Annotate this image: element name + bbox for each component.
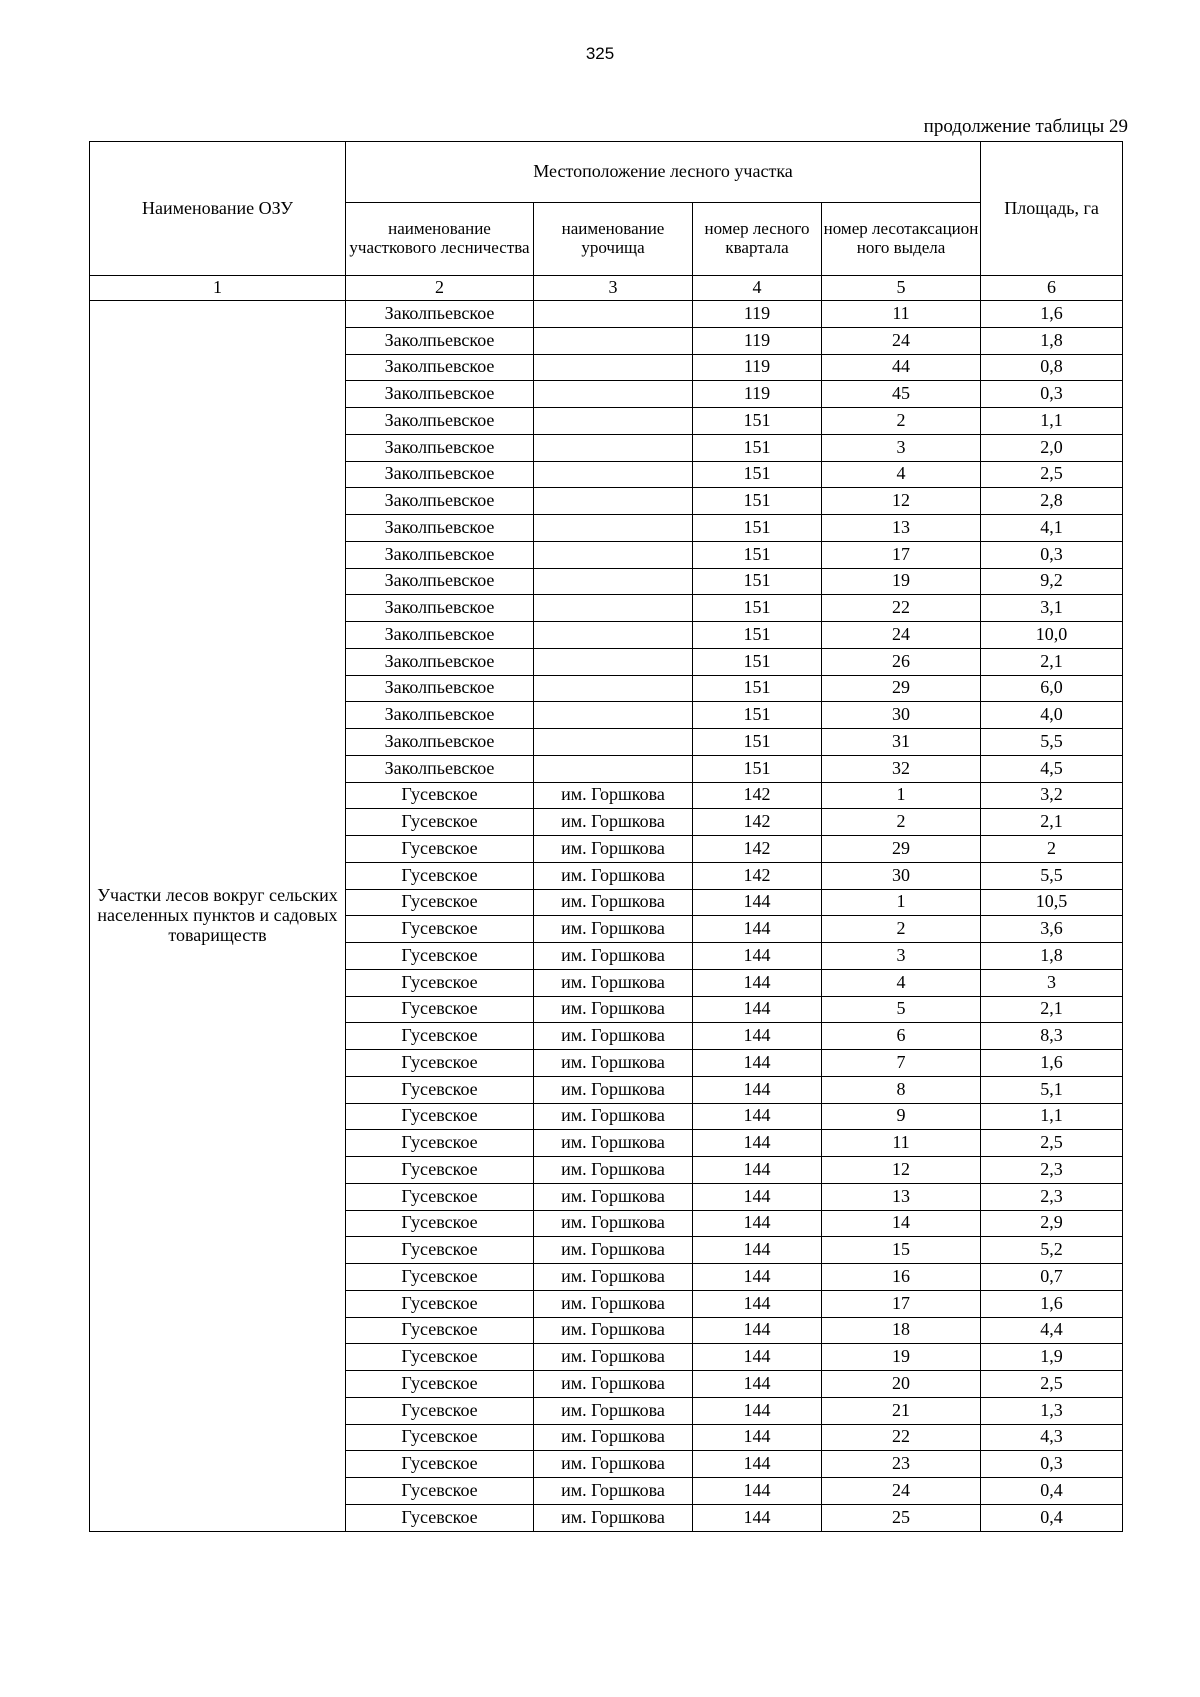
tract-cell: [534, 755, 693, 782]
district-cell: Заколпьевское: [346, 595, 534, 622]
district-cell: Гусевское: [346, 1076, 534, 1103]
tract-cell: им. Горшкова: [534, 1103, 693, 1130]
allotment-cell: 4: [822, 461, 981, 488]
area-cell: 0,3: [981, 1451, 1123, 1478]
area-cell: 0,3: [981, 381, 1123, 408]
district-cell: Заколпьевское: [346, 568, 534, 595]
quarter-cell: 151: [693, 622, 822, 649]
district-cell: Гусевское: [346, 809, 534, 836]
district-cell: Гусевское: [346, 889, 534, 916]
area-cell: 3: [981, 969, 1123, 996]
allotment-cell: 12: [822, 1157, 981, 1184]
quarter-cell: 144: [693, 1076, 822, 1103]
area-cell: 2,5: [981, 1371, 1123, 1398]
area-cell: 0,7: [981, 1264, 1123, 1291]
district-cell: Заколпьевское: [346, 755, 534, 782]
quarter-cell: 144: [693, 1397, 822, 1424]
tract-cell: им. Горшкова: [534, 1397, 693, 1424]
quarter-cell: 142: [693, 809, 822, 836]
allotment-cell: 24: [822, 327, 981, 354]
tract-cell: им. Горшкова: [534, 1451, 693, 1478]
header-quarter: номер лесного квартала: [693, 203, 822, 276]
district-cell: Гусевское: [346, 1264, 534, 1291]
tract-cell: им. Горшкова: [534, 1290, 693, 1317]
quarter-cell: 151: [693, 729, 822, 756]
column-number: 2: [346, 276, 534, 301]
district-cell: Гусевское: [346, 1210, 534, 1237]
district-cell: Гусевское: [346, 1130, 534, 1157]
district-cell: Заколпьевское: [346, 648, 534, 675]
header-area: Площадь, га: [981, 142, 1123, 276]
tract-cell: им. Горшкова: [534, 1371, 693, 1398]
district-cell: Гусевское: [346, 996, 534, 1023]
district-cell: Гусевское: [346, 1424, 534, 1451]
quarter-cell: 142: [693, 862, 822, 889]
tract-cell: [534, 702, 693, 729]
tract-cell: им. Горшкова: [534, 782, 693, 809]
tract-cell: им. Горшкова: [534, 836, 693, 863]
allotment-cell: 5: [822, 996, 981, 1023]
quarter-cell: 144: [693, 1264, 822, 1291]
allotment-cell: 13: [822, 1183, 981, 1210]
allotment-cell: 22: [822, 1424, 981, 1451]
area-cell: 0,8: [981, 354, 1123, 381]
allotment-cell: 11: [822, 301, 981, 328]
district-cell: Заколпьевское: [346, 408, 534, 435]
area-cell: 1,9: [981, 1344, 1123, 1371]
tract-cell: им. Горшкова: [534, 916, 693, 943]
area-cell: 2,1: [981, 996, 1123, 1023]
tract-cell: [534, 488, 693, 515]
allotment-cell: 22: [822, 595, 981, 622]
area-cell: 3,6: [981, 916, 1123, 943]
forest-plots-table: [89, 141, 1123, 1532]
allotment-cell: 45: [822, 381, 981, 408]
district-cell: Заколпьевское: [346, 327, 534, 354]
column-number: 5: [822, 276, 981, 301]
area-cell: 4,3: [981, 1424, 1123, 1451]
tract-cell: им. Горшкова: [534, 1050, 693, 1077]
allotment-cell: 21: [822, 1397, 981, 1424]
header-location: Местоположение лесного участка: [346, 142, 981, 203]
column-number: 3: [534, 276, 693, 301]
allotment-cell: 15: [822, 1237, 981, 1264]
tract-cell: им. Горшкова: [534, 862, 693, 889]
allotment-cell: 31: [822, 729, 981, 756]
tract-cell: [534, 675, 693, 702]
quarter-cell: 144: [693, 1451, 822, 1478]
district-cell: Заколпьевское: [346, 729, 534, 756]
quarter-cell: 151: [693, 755, 822, 782]
quarter-cell: 119: [693, 381, 822, 408]
district-cell: Гусевское: [346, 782, 534, 809]
allotment-cell: 30: [822, 862, 981, 889]
quarter-cell: 151: [693, 461, 822, 488]
table-row: [90, 301, 1123, 328]
quarter-cell: 151: [693, 648, 822, 675]
allotment-cell: 2: [822, 809, 981, 836]
allotment-cell: 24: [822, 1478, 981, 1505]
area-cell: 4,0: [981, 702, 1123, 729]
allotment-cell: 17: [822, 1290, 981, 1317]
district-cell: Гусевское: [346, 1317, 534, 1344]
quarter-cell: 119: [693, 354, 822, 381]
tract-cell: [534, 515, 693, 542]
area-cell: 2,3: [981, 1157, 1123, 1184]
tract-cell: [534, 568, 693, 595]
area-cell: 10,5: [981, 889, 1123, 916]
tract-cell: [534, 541, 693, 568]
tract-cell: им. Горшкова: [534, 1183, 693, 1210]
district-cell: Гусевское: [346, 1050, 534, 1077]
tract-cell: им. Горшкова: [534, 1504, 693, 1531]
area-cell: 2,5: [981, 461, 1123, 488]
allotment-cell: 26: [822, 648, 981, 675]
tract-cell: им. Горшкова: [534, 996, 693, 1023]
district-cell: Заколпьевское: [346, 461, 534, 488]
district-cell: Заколпьевское: [346, 354, 534, 381]
area-cell: 5,5: [981, 862, 1123, 889]
quarter-cell: 151: [693, 702, 822, 729]
quarter-cell: 144: [693, 1103, 822, 1130]
tract-cell: [534, 327, 693, 354]
allotment-cell: 3: [822, 943, 981, 970]
quarter-cell: 151: [693, 408, 822, 435]
quarter-cell: 144: [693, 1130, 822, 1157]
quarter-cell: 144: [693, 1157, 822, 1184]
allotment-cell: 17: [822, 541, 981, 568]
column-number: 6: [981, 276, 1123, 301]
area-cell: 10,0: [981, 622, 1123, 649]
allotment-cell: 44: [822, 354, 981, 381]
district-cell: Гусевское: [346, 1451, 534, 1478]
area-cell: 9,2: [981, 568, 1123, 595]
allotment-cell: 16: [822, 1264, 981, 1291]
district-cell: Заколпьевское: [346, 488, 534, 515]
allotment-cell: 4: [822, 969, 981, 996]
area-cell: 2,9: [981, 1210, 1123, 1237]
tract-cell: им. Горшкова: [534, 889, 693, 916]
tract-cell: им. Горшкова: [534, 1130, 693, 1157]
quarter-cell: 142: [693, 836, 822, 863]
tract-cell: [534, 301, 693, 328]
quarter-cell: 144: [693, 916, 822, 943]
allotment-cell: 13: [822, 515, 981, 542]
allotment-cell: 18: [822, 1317, 981, 1344]
allotment-cell: 7: [822, 1050, 981, 1077]
area-cell: 1,6: [981, 1290, 1123, 1317]
tract-cell: [534, 354, 693, 381]
area-cell: 0,3: [981, 541, 1123, 568]
area-cell: 3,2: [981, 782, 1123, 809]
district-cell: Заколпьевское: [346, 301, 534, 328]
quarter-cell: 144: [693, 1050, 822, 1077]
column-number: 4: [693, 276, 822, 301]
header-row: [90, 142, 1123, 203]
allotment-cell: 30: [822, 702, 981, 729]
allotment-cell: 20: [822, 1371, 981, 1398]
tract-cell: [534, 595, 693, 622]
quarter-cell: 144: [693, 1344, 822, 1371]
header-allotment: номер лесотаксацион ного выдела: [822, 203, 981, 276]
district-cell: Гусевское: [346, 1290, 534, 1317]
column-number: 1: [90, 276, 346, 301]
tract-cell: им. Горшкова: [534, 1076, 693, 1103]
header-district: наименование участкового лесничества: [346, 203, 534, 276]
allotment-cell: 1: [822, 782, 981, 809]
allotment-cell: 29: [822, 675, 981, 702]
area-cell: 1,6: [981, 1050, 1123, 1077]
district-cell: Гусевское: [346, 1397, 534, 1424]
allotment-cell: 29: [822, 836, 981, 863]
district-cell: Заколпьевское: [346, 434, 534, 461]
allotment-cell: 8: [822, 1076, 981, 1103]
tract-cell: им. Горшкова: [534, 1157, 693, 1184]
column-number-row: [90, 276, 1123, 301]
district-cell: Гусевское: [346, 1103, 534, 1130]
district-cell: Гусевское: [346, 969, 534, 996]
district-cell: Гусевское: [346, 1478, 534, 1505]
area-cell: 3,1: [981, 595, 1123, 622]
area-cell: 0,4: [981, 1504, 1123, 1531]
allotment-cell: 19: [822, 568, 981, 595]
area-cell: 5,2: [981, 1237, 1123, 1264]
quarter-cell: 142: [693, 782, 822, 809]
allotment-cell: 9: [822, 1103, 981, 1130]
quarter-cell: 144: [693, 1183, 822, 1210]
district-cell: Гусевское: [346, 1183, 534, 1210]
quarter-cell: 144: [693, 1424, 822, 1451]
district-cell: Заколпьевское: [346, 675, 534, 702]
district-cell: Гусевское: [346, 836, 534, 863]
allotment-cell: 23: [822, 1451, 981, 1478]
tract-cell: им. Горшкова: [534, 1478, 693, 1505]
quarter-cell: 144: [693, 943, 822, 970]
quarter-cell: 144: [693, 1210, 822, 1237]
area-cell: 0,4: [981, 1478, 1123, 1505]
district-cell: Гусевское: [346, 1157, 534, 1184]
tract-cell: [534, 461, 693, 488]
district-cell: Заколпьевское: [346, 622, 534, 649]
tract-cell: [534, 729, 693, 756]
district-cell: Гусевское: [346, 862, 534, 889]
allotment-cell: 25: [822, 1504, 981, 1531]
area-cell: 5,5: [981, 729, 1123, 756]
district-cell: Гусевское: [346, 943, 534, 970]
tract-cell: [534, 622, 693, 649]
tract-cell: им. Горшкова: [534, 1023, 693, 1050]
tract-cell: им. Горшкова: [534, 969, 693, 996]
district-cell: Гусевское: [346, 1023, 534, 1050]
allotment-cell: 3: [822, 434, 981, 461]
area-cell: 1,6: [981, 301, 1123, 328]
tract-cell: [534, 381, 693, 408]
area-cell: 2,0: [981, 434, 1123, 461]
allotment-cell: 2: [822, 408, 981, 435]
district-cell: Заколпьевское: [346, 541, 534, 568]
district-cell: Заколпьевское: [346, 381, 534, 408]
area-cell: 1,3: [981, 1397, 1123, 1424]
area-cell: 1,1: [981, 408, 1123, 435]
tract-cell: им. Горшкова: [534, 1264, 693, 1291]
page-number: 325: [585, 44, 615, 63]
allotment-cell: 14: [822, 1210, 981, 1237]
quarter-cell: 144: [693, 1504, 822, 1531]
district-cell: Гусевское: [346, 1344, 534, 1371]
area-cell: 5,1: [981, 1076, 1123, 1103]
area-cell: 4,5: [981, 755, 1123, 782]
allotment-cell: 2: [822, 916, 981, 943]
tract-cell: им. Горшкова: [534, 1317, 693, 1344]
allotment-cell: 12: [822, 488, 981, 515]
table-continuation-label: продолжение таблицы 29: [923, 116, 1128, 137]
header-tract: наименование урочища: [534, 203, 693, 276]
tract-cell: им. Горшкова: [534, 1424, 693, 1451]
area-cell: 1,8: [981, 943, 1123, 970]
area-cell: 2,8: [981, 488, 1123, 515]
quarter-cell: 144: [693, 889, 822, 916]
area-cell: 4,1: [981, 515, 1123, 542]
tract-cell: им. Горшкова: [534, 809, 693, 836]
allotment-cell: 6: [822, 1023, 981, 1050]
area-cell: 2,1: [981, 648, 1123, 675]
district-cell: Гусевское: [346, 1371, 534, 1398]
quarter-cell: 144: [693, 1290, 822, 1317]
quarter-cell: 144: [693, 1478, 822, 1505]
tract-cell: [534, 408, 693, 435]
area-cell: 2,1: [981, 809, 1123, 836]
tract-cell: [534, 648, 693, 675]
quarter-cell: 144: [693, 969, 822, 996]
district-cell: Заколпьевское: [346, 515, 534, 542]
district-cell: Гусевское: [346, 916, 534, 943]
quarter-cell: 151: [693, 488, 822, 515]
area-cell: 8,3: [981, 1023, 1123, 1050]
allotment-cell: 1: [822, 889, 981, 916]
allotment-cell: 19: [822, 1344, 981, 1371]
allotment-cell: 32: [822, 755, 981, 782]
area-cell: 2: [981, 836, 1123, 863]
area-cell: 1,8: [981, 327, 1123, 354]
quarter-cell: 151: [693, 568, 822, 595]
quarter-cell: 144: [693, 1023, 822, 1050]
tract-cell: им. Горшкова: [534, 1237, 693, 1264]
tract-cell: им. Горшкова: [534, 943, 693, 970]
ozu-name-cell: Участки лесов вокруг сельских населенных пунктов и садовых товариществ: [90, 301, 346, 1532]
allotment-cell: 11: [822, 1130, 981, 1157]
quarter-cell: 144: [693, 996, 822, 1023]
district-cell: Заколпьевское: [346, 702, 534, 729]
area-cell: 6,0: [981, 675, 1123, 702]
tract-cell: им. Горшкова: [534, 1210, 693, 1237]
area-cell: 4,4: [981, 1317, 1123, 1344]
district-cell: Гусевское: [346, 1237, 534, 1264]
area-cell: 2,3: [981, 1183, 1123, 1210]
quarter-cell: 119: [693, 327, 822, 354]
quarter-cell: 151: [693, 515, 822, 542]
tract-cell: [534, 434, 693, 461]
quarter-cell: 119: [693, 301, 822, 328]
quarter-cell: 151: [693, 675, 822, 702]
quarter-cell: 144: [693, 1237, 822, 1264]
quarter-cell: 144: [693, 1371, 822, 1398]
area-cell: 2,5: [981, 1130, 1123, 1157]
quarter-cell: 144: [693, 1317, 822, 1344]
header-ozu-name: Наименование ОЗУ: [90, 142, 346, 276]
tract-cell: им. Горшкова: [534, 1344, 693, 1371]
quarter-cell: 151: [693, 595, 822, 622]
allotment-cell: 24: [822, 622, 981, 649]
quarter-cell: 151: [693, 434, 822, 461]
district-cell: Гусевское: [346, 1504, 534, 1531]
area-cell: 1,1: [981, 1103, 1123, 1130]
quarter-cell: 151: [693, 541, 822, 568]
